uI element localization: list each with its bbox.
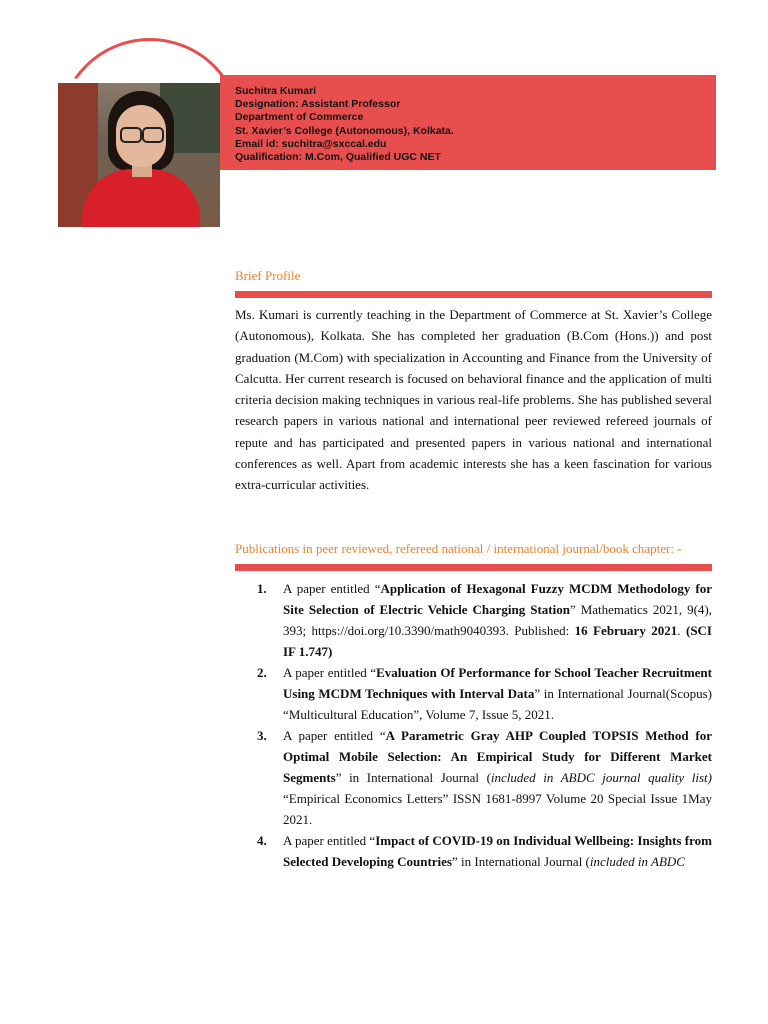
impact-factor: (SCI IF 1.747) [283, 623, 712, 659]
publications-heading: Publications in peer reviewed, refereed national / international journal/book chapter: - [235, 541, 682, 556]
qualification: Qualification: M.Com, Qualified UGC NET [235, 151, 441, 164]
indexing-note: included in ABDC journal quality list) [490, 770, 712, 785]
item-number: 1. [257, 581, 267, 596]
publish-date: 16 February 2021 [574, 623, 678, 638]
item-details: ” Mathematics 2021, 9(4), 393; https://doi.org/10.3390/math9040393. Published: [283, 602, 712, 638]
indexing-note: included in ABDC [589, 854, 685, 869]
item-details: ” in International Journal ( [451, 854, 590, 869]
item-details: ” in International Journal(Scopus) “Multicultural Education”, Volume 7, Issue 5, 2021. [283, 686, 712, 722]
section-divider [235, 291, 712, 298]
brief-profile-heading: Brief Profile [235, 268, 301, 283]
item-prefix: A paper entitled “ [283, 665, 377, 680]
item-separator: . [677, 623, 686, 638]
item-prefix: A paper entitled “ [283, 728, 386, 743]
department: Department of Commerce [235, 111, 364, 124]
contact-block [235, 85, 454, 164]
profile-photo [58, 83, 220, 227]
email: Email id: suchitra@sxccal.edu [235, 137, 387, 150]
publication-item [250, 830, 712, 872]
item-number: 4. [257, 833, 267, 848]
item-number: 3. [257, 728, 267, 743]
person-name: Suchitra Kumari [235, 85, 317, 97]
college: St. Xavier’s College (Autonomous), Kolkata. [235, 124, 454, 137]
item-number: 2. [257, 665, 267, 680]
publication-item [250, 725, 712, 830]
publication-item [250, 578, 712, 662]
paper-title: Impact of COVID-19 on Individual Wellbeing: Insights from Selected Developing Countries [283, 833, 712, 869]
paper-title: Evaluation Of Performance for School Teacher Recruitment Using MCDM Techniques with Interval Data [283, 665, 712, 701]
paper-title: A Parametric Gray AHP Coupled TOPSIS Method for Optimal Mobile Selection: An Empirical Study for Different Market Segments [283, 728, 712, 785]
paper-title: Application of Hexagonal Fuzzy MCDM Methodology for Site Selection of Electric Vehicle Charging Station [283, 581, 712, 617]
publications-list [250, 578, 712, 872]
journal-details: “Empirical Economics Letters” ISSN 1681-8997 Volume 20 Special Issue 1May 2021. [283, 791, 712, 827]
item-prefix: A paper entitled “ [283, 833, 376, 848]
publication-item [250, 662, 712, 725]
brief-profile-text: Ms. Kumari is currently teaching in the Department of Commerce at St. Xavier’s College (Autonomous), Kolkata. She has completed her graduation (B.Com (Hons.)) and post graduation (M.Com) with specialization in Accounting and Finance from the University of Calcutta. Her current research is focused on behavioral finance and the application of multi criteria decision making techniques in various real-life problems. She has published several research papers in various national and international peer reviewed refereed journals of repute and has participated and presented papers in various national and international conferences as well. Apart from academic interests she has a keen fascination for various extra-curricular activities. [235, 307, 712, 493]
item-prefix: A paper entitled “ [283, 581, 381, 596]
section-divider [235, 564, 712, 571]
item-details: ” in International Journal ( [335, 770, 491, 785]
designation: Designation: Assistant Professor [235, 98, 401, 111]
